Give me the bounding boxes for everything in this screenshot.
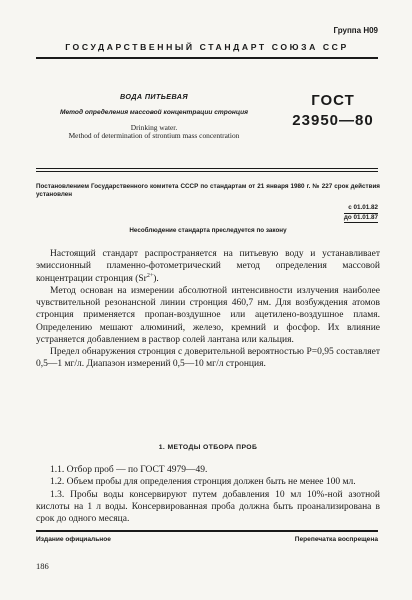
title-en-main: Drinking water. (130, 123, 178, 132)
title-rule-1 (36, 168, 378, 169)
ion-charge: 2+ (146, 272, 154, 279)
footer-rule (36, 530, 378, 532)
date-from: с 01.01.82 (344, 204, 378, 214)
standard-banner: ГОСУДАРСТВЕННЫЙ СТАНДАРТ СОЮЗА ССР (65, 42, 349, 52)
intro-p1-end: ). (153, 273, 159, 284)
section-title: 1. МЕТОДЫ ОТБОРА ПРОБ (158, 444, 258, 451)
reprint-note: Перепечатка воспрещена (294, 536, 378, 543)
intro-text (36, 248, 380, 371)
section-body (36, 464, 380, 525)
header-rule (36, 57, 378, 59)
title-ru-method: Метод определения массовой концентрации стронция (60, 109, 248, 116)
page-number: 186 (36, 561, 49, 571)
group-code: Группа Н09 (333, 26, 378, 35)
violation-notice: Несоблюдение стандарта преследуется по закону (129, 227, 287, 234)
decree-text: Постановлением Государственного комитета СССР по стандартам от 21 января 1980 г. № 227 срок действия установлен (36, 183, 380, 199)
title-en-method: Method of determination of strontium mass concentration (68, 131, 240, 141)
edition-note: Издание официальное (36, 536, 111, 543)
intro-paragraph-1 (36, 248, 380, 285)
section-item: 1.1. Отбор проб — по ГОСТ 4979—49. (50, 465, 208, 475)
gost-label: ГОСТ (311, 92, 355, 109)
title-block (36, 92, 272, 140)
title-rule-2 (36, 171, 378, 172)
section-item: 1.3. Пробы воды консервируют путем добавления 10 мл 10%-ной азотной кислоты на 1 л воды. Консервированная проба должна быть проанализирована в срок до одного месяца. (36, 489, 380, 524)
intro-paragraph-3: Предел обнаружения стронция с доверительной вероятностью P=0,95 составляет 0,5—1 мг/л. Диапазон измерений 0,5—10 мг/л стронция. (36, 347, 380, 370)
date-to: до 01.01.87 (344, 214, 378, 224)
validity-dates (344, 204, 378, 223)
title-ru-main: ВОДА ПИТЬЕВАЯ (119, 92, 189, 101)
intro-p1-text: Настоящий стандарт распространяется на питьевую воду и устанавливает эмиссионный пламенно-фотометрический метод определения массовой концентрации стронция (Sr (36, 249, 380, 284)
intro-paragraph-2: Метод основан на измерении абсолютной интенсивности излучения наиболее чувствительной резонансной линии стронция 460,7 нм. Для возбуждения атомов стронция применяется пропан-воздушное или ацетилено-воздушное пламя. Определению мешают алюминий, железо, кремний и фосфор. Их влияние устраняется добавлением в раствор солей лантана или кальция. (36, 285, 380, 345)
gost-number: 23950—80 (292, 112, 374, 129)
section-item: 1.2. Объем пробы для определения стронция должен быть не менее 100 мл. (50, 477, 356, 488)
